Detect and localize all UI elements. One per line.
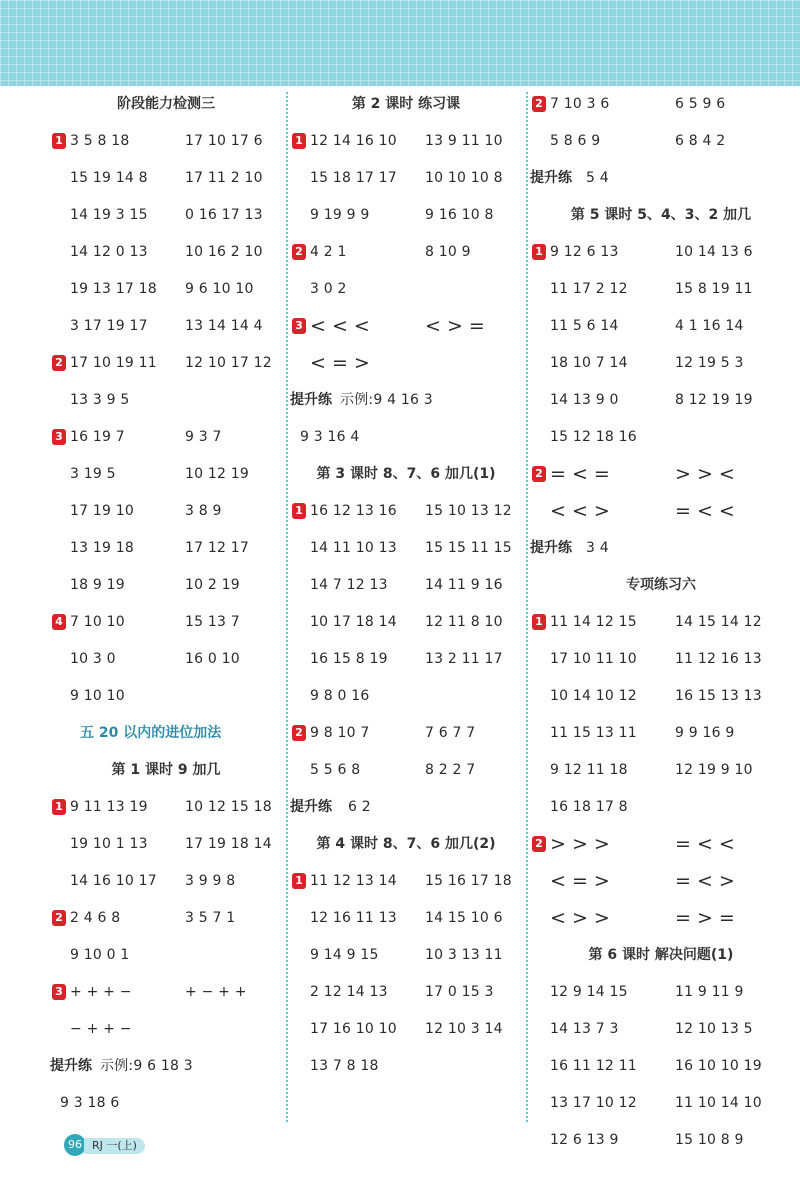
answer-group: 3 5 8 18 [70,133,130,149]
tisheng-answer: 6 2 [348,799,371,815]
answer-group: 11 12 16 13 [675,651,762,667]
answer-group: 10 14 10 12 [550,688,637,704]
answer-row [50,493,282,530]
answer-group: 14 11 9 16 [425,577,503,593]
answer-group: 19 10 1 13 [70,836,148,852]
tisheng-label: 提升练 [530,170,572,186]
section-title: 阶段能力检测三 [117,96,215,112]
answer-row [290,160,522,197]
answer-group: 12 19 9 10 [675,762,753,778]
answer-row [50,530,282,567]
answer-row [530,345,792,382]
question-block [50,123,282,345]
answer-group: − + + − [70,1021,132,1037]
answer-row [530,308,792,345]
section-title: 专项练习六 [626,577,696,593]
answer-row [50,678,282,715]
answer-row [290,715,522,752]
answer-group: 19 13 17 18 [70,281,157,297]
answer-row [50,234,282,271]
question-block [50,789,282,900]
answer-row [530,419,792,456]
answer-group: 9 16 10 8 [425,207,494,223]
answer-row [290,567,522,604]
tisheng-row [290,382,522,419]
answer-group: 14 19 3 15 [70,207,148,223]
answer-group: 13 3 9 5 [70,392,130,408]
answer-group: 9 3 7 [185,429,222,445]
answer-row [290,863,522,900]
answer-row [530,493,792,530]
tisheng-label: 提升练 [50,1058,92,1074]
answer-row [290,678,522,715]
question-block [530,86,792,160]
tisheng-row [50,1048,282,1085]
answer-row [50,641,282,678]
answer-group: = < = [550,463,610,485]
answer-group: 12 10 3 14 [425,1021,503,1037]
answer-group: 15 8 19 11 [675,281,753,297]
tisheng-answer: 5 4 [586,170,609,186]
answer-group: 14 16 10 17 [70,873,157,889]
edition-label: RJ 一(上) [84,1138,145,1154]
answer-row [50,863,282,900]
answer-group: 18 10 7 14 [550,355,628,371]
answer-group: < < < [310,315,370,337]
answer-group: 15 18 17 17 [310,170,397,186]
answer-row [530,234,792,271]
lesson-title: 第 6 课时 解决问题(1) [588,947,734,963]
answer-group: 13 2 11 17 [425,651,503,667]
answer-group: 12 10 13 5 [675,1021,753,1037]
answer-group: 15 13 7 [185,614,240,630]
question-number-badge: 2 [532,96,546,112]
answer-row [50,345,282,382]
answer-column-2 [290,86,522,1085]
answer-group: 3 9 9 8 [185,873,236,889]
answer-group: 3 8 9 [185,503,222,519]
question-block [290,123,522,234]
answer-row [530,382,792,419]
answer-row [530,1122,792,1159]
answer-group: 3 0 2 [310,281,347,297]
answer-group: 11 10 14 10 [675,1095,762,1111]
answer-row [50,1011,282,1048]
answer-group: 3 17 19 17 [70,318,148,334]
answer-row [290,123,522,160]
answer-group: 17 0 15 3 [425,984,494,1000]
answer-row [290,308,522,345]
answer-group: 17 10 11 10 [550,651,637,667]
answer-group: 9 8 0 16 [310,688,370,704]
tisheng-answer: 示例:9 6 18 3 [100,1058,193,1074]
answer-group: 15 19 14 8 [70,170,148,186]
answer-group: 14 13 7 3 [550,1021,619,1037]
answer-group: 9 12 11 18 [550,762,628,778]
answer-row [50,123,282,160]
question-number-badge: 1 [532,614,546,630]
answer-group: 4 2 1 [310,244,347,260]
question-block [290,863,522,1085]
answer-group: 13 7 8 18 [310,1058,379,1074]
question-number-badge: 1 [292,503,306,519]
answer-row [290,900,522,937]
question-number-badge: 1 [292,133,306,149]
answer-group: 15 16 17 18 [425,873,512,889]
answer-group: 17 19 18 14 [185,836,272,852]
question-block [290,493,522,715]
answer-group: 9 8 10 7 [310,725,370,741]
answer-row [290,493,522,530]
answer-group: 9 10 0 1 [70,947,130,963]
answer-group: 13 17 10 12 [550,1095,637,1111]
tisheng-label: 提升练 [530,540,572,556]
answer-group: < < > [550,500,610,522]
lesson-title: 第 5 课时 5、4、3、2 加几 [570,207,752,223]
answer-group: 16 10 10 19 [675,1058,762,1074]
answer-group: 0 16 17 13 [185,207,263,223]
answer-column-1 [50,86,282,1122]
question-number-badge: 3 [52,984,66,1000]
answer-group: 2 12 14 13 [310,984,388,1000]
answer-group: 9 10 10 [70,688,125,704]
tisheng-row [290,419,522,456]
tisheng-row [530,530,792,567]
question-block [530,826,792,937]
lesson-title: 第 4 课时 8、7、6 加几(2) [316,836,496,852]
answer-group: < > = [425,315,485,337]
answer-group: 16 11 12 11 [550,1058,637,1074]
answer-group: 9 9 16 9 [675,725,735,741]
answer-group: 16 12 13 16 [310,503,397,519]
answer-group: 14 15 14 12 [675,614,762,630]
question-block [50,419,282,604]
answer-row [290,641,522,678]
answer-group: 17 11 2 10 [185,170,263,186]
answer-row [50,604,282,641]
answer-row [290,937,522,974]
answer-row [290,1011,522,1048]
lesson-title: 第 1 课时 9 加几 [111,762,221,778]
answer-group: 11 12 13 14 [310,873,397,889]
answer-group: 13 14 14 4 [185,318,263,334]
tisheng-row [290,789,522,826]
answer-row [50,456,282,493]
answer-group: 4 1 16 14 [675,318,744,334]
answer-row [530,123,792,160]
question-number-badge: 1 [532,244,546,260]
lesson-title: 第 2 课时 练习课 [351,96,461,112]
answer-group: 5 8 6 9 [550,133,601,149]
question-block [50,974,282,1048]
answer-group: < = > [310,352,370,374]
question-number-badge: 2 [52,355,66,371]
question-block [290,308,522,382]
answer-group: 16 19 7 [70,429,125,445]
answer-row [530,715,792,752]
answer-group: 13 9 11 10 [425,133,503,149]
question-block [530,974,792,1159]
answer-group: 12 19 5 3 [675,355,744,371]
answer-row [50,382,282,419]
answer-row [530,1085,792,1122]
answer-group: 15 15 11 15 [425,540,512,556]
answer-group: 14 11 10 13 [310,540,397,556]
answer-row [290,197,522,234]
answer-group: 5 5 6 8 [310,762,361,778]
question-number-badge: 4 [52,614,66,630]
answer-group: 12 14 16 10 [310,133,397,149]
tisheng-row [530,160,792,197]
answer-group: 10 3 0 [70,651,116,667]
tisheng-label: 提升练 [290,392,332,408]
answer-group: 16 0 10 [185,651,240,667]
question-block [530,456,792,530]
answer-group: 17 10 19 11 [70,355,157,371]
answer-row [290,604,522,641]
question-number-badge: 1 [292,873,306,889]
answer-group: 7 10 3 6 [550,96,610,112]
answer-group: 17 10 17 6 [185,133,263,149]
question-block [50,900,282,974]
answer-group: 9 11 13 19 [70,799,148,815]
answer-row [50,789,282,826]
answer-group: 15 12 18 16 [550,429,637,445]
answer-group: 8 2 2 7 [425,762,476,778]
answer-row [530,900,792,937]
answer-group: 13 19 18 [70,540,134,556]
answer-group: 8 10 9 [425,244,471,260]
question-block [530,234,792,456]
answer-row [530,456,792,493]
answer-group: 7 10 10 [70,614,125,630]
question-number-badge: 3 [292,318,306,334]
column-divider [526,92,528,1122]
answer-column-3 [530,86,792,1159]
answer-group: < > > [550,907,610,929]
answer-group: 15 10 8 9 [675,1132,744,1148]
answer-group: 8 12 19 19 [675,392,753,408]
answer-row [530,86,792,123]
top-decorative-band [0,0,800,86]
answer-group: 3 5 7 1 [185,910,236,926]
answer-row [530,789,792,826]
answer-group: 6 8 4 2 [675,133,726,149]
question-number-badge: 3 [52,429,66,445]
question-number-badge: 1 [52,799,66,815]
question-number-badge: 2 [532,466,546,482]
question-block [50,345,282,419]
answer-group: 16 15 13 13 [675,688,762,704]
answer-group: > > > [550,833,610,855]
answer-group: = < > [675,870,735,892]
tisheng-label: 提升练 [290,799,332,815]
answer-row [530,863,792,900]
answer-group: 17 19 10 [70,503,134,519]
answer-row [290,530,522,567]
answer-group: + − + + [185,984,247,1000]
answer-group: 11 17 2 12 [550,281,628,297]
answer-group: 10 14 13 6 [675,244,753,260]
page-number: 96 [64,1134,86,1156]
question-block [50,604,282,715]
answer-group: 14 12 0 13 [70,244,148,260]
answer-group: + + + − [70,984,132,1000]
answer-row [530,826,792,863]
answer-row [50,826,282,863]
answer-row [530,1048,792,1085]
answer-row [290,1048,522,1085]
question-block [290,234,522,308]
answer-row [50,900,282,937]
question-number-badge: 1 [52,133,66,149]
answer-group: 3 19 5 [70,466,116,482]
answer-group: 16 18 17 8 [550,799,628,815]
answer-row [290,271,522,308]
answer-group: 12 6 13 9 [550,1132,619,1148]
answer-row [530,271,792,308]
tisheng-row [50,1085,282,1122]
answer-row [50,974,282,1011]
answer-group: 12 9 14 15 [550,984,628,1000]
question-number-badge: 2 [52,910,66,926]
lesson-title: 第 3 课时 8、7、6 加几(1) [316,466,496,482]
answer-group: 12 10 17 12 [185,355,272,371]
answer-group: 10 10 10 8 [425,170,503,186]
answer-group: 14 13 9 0 [550,392,619,408]
answer-group: 11 9 11 9 [675,984,744,1000]
answer-group: = < < [675,500,735,522]
tisheng-answer: 3 4 [586,540,609,556]
answer-group: 11 5 6 14 [550,318,619,334]
answer-row [50,419,282,456]
answer-group: 9 12 6 13 [550,244,619,260]
answer-row [50,271,282,308]
answer-row [530,641,792,678]
answer-row [50,567,282,604]
answer-group: 10 3 13 11 [425,947,503,963]
answer-row [50,160,282,197]
answer-group: 9 14 9 15 [310,947,379,963]
answer-group: < = > [550,870,610,892]
question-number-badge: 2 [292,244,306,260]
answer-group: = < < [675,833,735,855]
answer-group: = > = [675,907,735,929]
answer-row [530,1011,792,1048]
question-number-badge: 2 [292,725,306,741]
answer-group: 14 7 12 13 [310,577,388,593]
answer-row [530,974,792,1011]
answer-row [290,345,522,382]
answer-group: > > < [675,463,735,485]
answer-group: 15 10 13 12 [425,503,512,519]
answer-group: 2 4 6 8 [70,910,121,926]
answer-group: 10 12 19 [185,466,249,482]
answer-row [290,234,522,271]
answer-group: 12 11 8 10 [425,614,503,630]
tisheng-answer: 9 3 16 4 [300,429,360,445]
answer-group: 12 16 11 13 [310,910,397,926]
answer-row [50,937,282,974]
answer-group: 17 12 17 [185,540,249,556]
question-number-badge: 2 [532,836,546,852]
answer-row [530,752,792,789]
answer-group: 18 9 19 [70,577,125,593]
answer-group: 17 16 10 10 [310,1021,397,1037]
answer-group: 14 15 10 6 [425,910,503,926]
answer-group: 7 6 7 7 [425,725,476,741]
question-block [290,715,522,789]
answer-row [530,604,792,641]
unit-title: 五 20 以内的进位加法 [80,725,222,741]
answer-row [290,974,522,1011]
tisheng-answer: 示例:9 4 16 3 [340,392,433,408]
answer-group: 9 6 10 10 [185,281,254,297]
answer-row [290,752,522,789]
answer-group: 11 15 13 11 [550,725,637,741]
answer-group: 10 2 19 [185,577,240,593]
answer-group: 9 19 9 9 [310,207,370,223]
answer-group: 10 17 18 14 [310,614,397,630]
answer-group: 16 15 8 19 [310,651,388,667]
answer-group: 10 12 15 18 [185,799,272,815]
answer-row [530,678,792,715]
answer-group: 10 16 2 10 [185,244,263,260]
answer-row [50,308,282,345]
tisheng-answer: 9 3 18 6 [60,1095,120,1111]
question-block [530,604,792,826]
answer-group: 11 14 12 15 [550,614,637,630]
column-divider [286,92,288,1122]
answer-row [50,197,282,234]
answer-group: 6 5 9 6 [675,96,726,112]
